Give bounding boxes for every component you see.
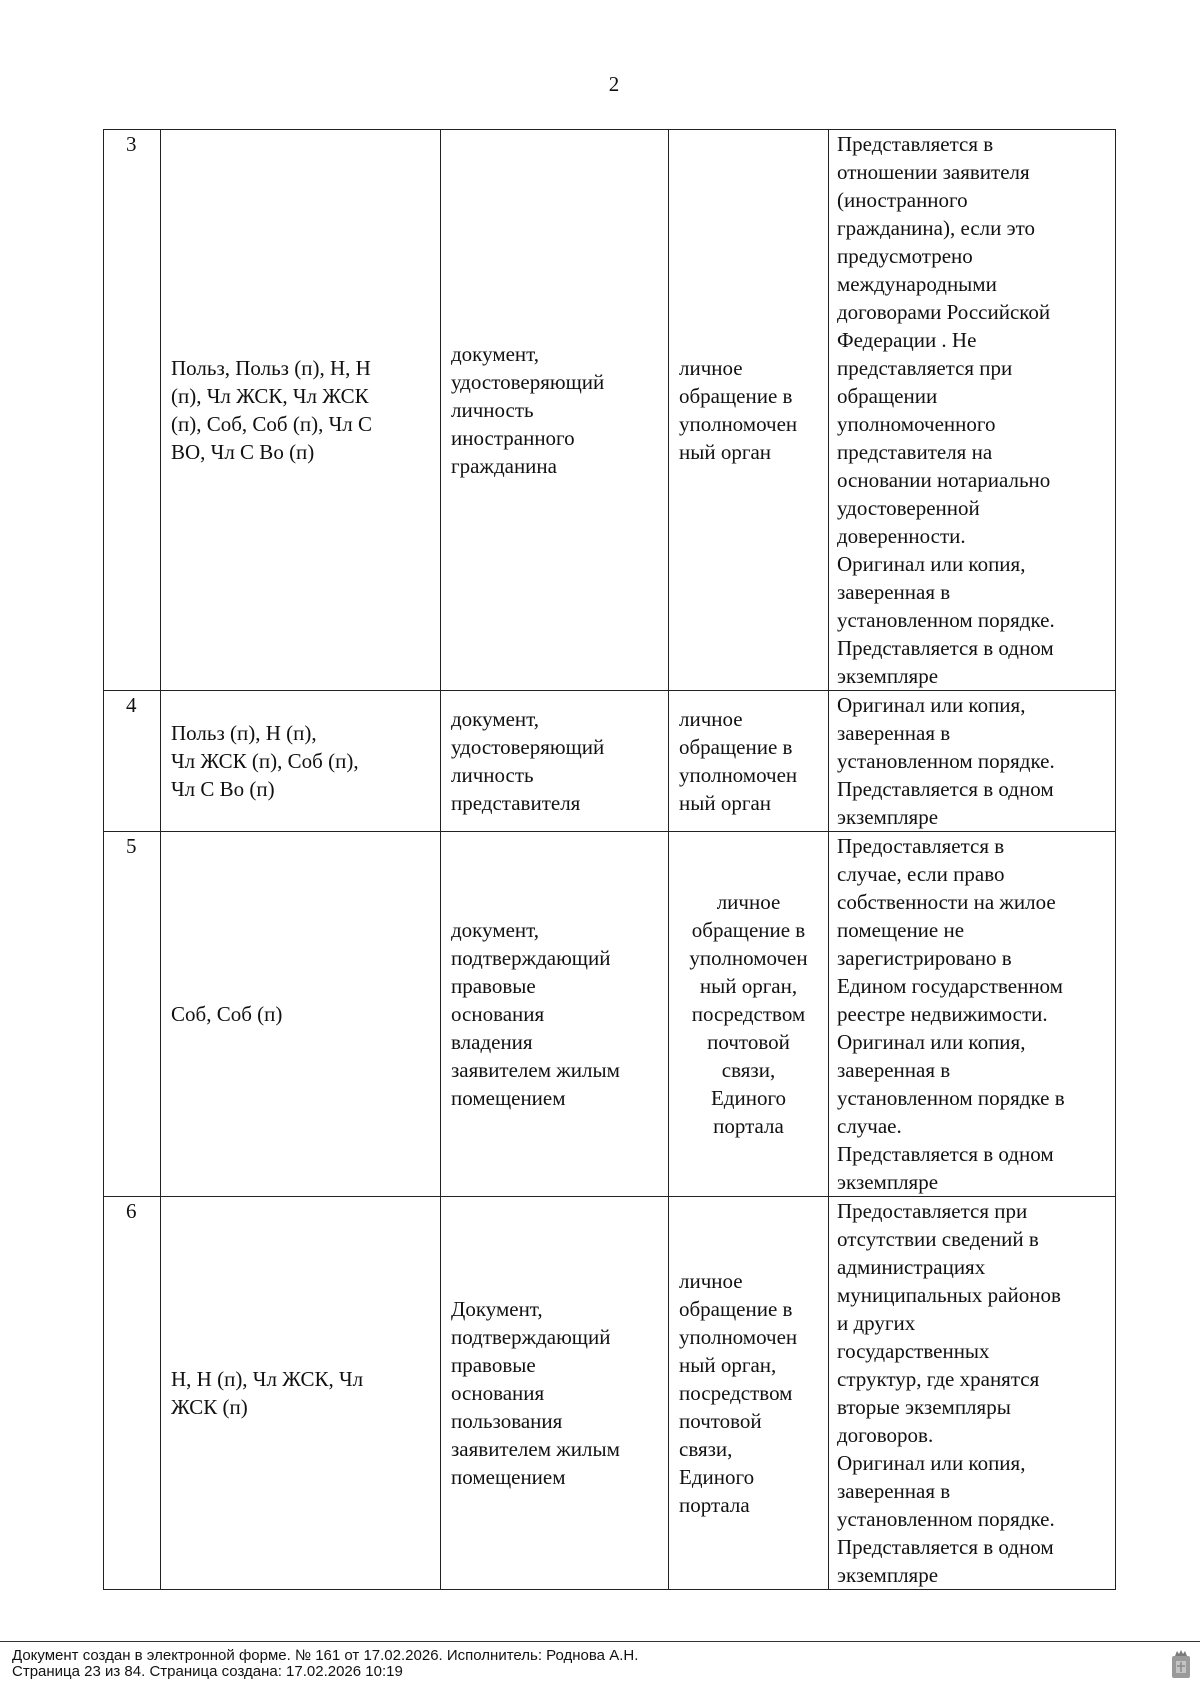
submission-method: личное обращение в уполномочен ный орган, посредством почтовой связи, Единого портала xyxy=(669,832,829,1197)
footer-line-2: Страница 23 из 84. Страница создана: 17.02.2026 10:19 xyxy=(12,1663,403,1680)
footer-line-1: Документ создан в электронной форме. № 161 от 17.02.2026. Исполнитель: Роднова А.Н. xyxy=(12,1647,639,1664)
documents-table xyxy=(103,129,1116,1590)
footer-divider xyxy=(0,1641,1200,1642)
applicant-categories: Соб, Соб (п) xyxy=(161,832,441,1197)
coat-of-arms-icon xyxy=(1170,1648,1192,1680)
row-number: 6 xyxy=(104,1197,161,1590)
table-row xyxy=(104,1197,1116,1590)
submission-method: личное обращение в уполномочен ный орган xyxy=(669,691,829,832)
row-number: 4 xyxy=(104,691,161,832)
submission-method: личное обращение в уполномочен ный орган xyxy=(669,130,829,691)
document-name: документ, подтверждающий правовые основания владения заявителем жилым помещением xyxy=(441,832,669,1197)
document-name: документ, удостоверяющий личность представителя xyxy=(441,691,669,832)
applicant-categories: Польз (п), Н (п), Чл ЖСК (п), Соб (п), Чл С Во (п) xyxy=(161,691,441,832)
table-row xyxy=(104,832,1116,1197)
row-number: 3 xyxy=(104,130,161,691)
table-row xyxy=(104,130,1116,691)
note: Предоставляется в случае, если право собственности на жилое помещение не зарегистрировано в Едином государственном реестре недвижимости. Оригинал или копия, заверенная в установленном порядке в случае. Представляется в одном экземпляре xyxy=(829,832,1116,1197)
note: Оригинал или копия, заверенная в установленном порядке. Представляется в одном экземпляре xyxy=(829,691,1116,832)
submission-method: личное обращение в уполномочен ный орган, посредством почтовой связи, Единого портала xyxy=(669,1197,829,1590)
row-number: 5 xyxy=(104,832,161,1197)
table-row xyxy=(104,691,1116,832)
document-footer xyxy=(12,1648,638,1680)
document-name: документ, удостоверяющий личность иностранного гражданина xyxy=(441,130,669,691)
document-name: Документ, подтверждающий правовые основания пользования заявителем жилым помещением xyxy=(441,1197,669,1590)
note: Предоставляется при отсутствии сведений в администрациях муниципальных районов и других государственных структур, где хранятся вторые экземпляры договоров. Оригинал или копия, заверенная в установленном порядке. Представляется в одном экземпляре xyxy=(829,1197,1116,1590)
note: Представляется в отношении заявителя (иностранного гражданина), если это предусмотрено международными договорами Российской Федерации . Не представляется при обращении уполномоченного представителя на основании нотариально удостоверенной доверенности. Оригинал или копия, заверенная в установленном порядке. Представляется в одном экземпляре xyxy=(829,130,1116,691)
applicant-categories: Польз, Польз (п), Н, Н (п), Чл ЖСК, Чл ЖСК (п), Соб, Соб (п), Чл С ВО, Чл С Во (п) xyxy=(161,130,441,691)
applicant-categories: Н, Н (п), Чл ЖСК, Чл ЖСК (п) xyxy=(161,1197,441,1590)
page-number: 2 xyxy=(608,72,620,96)
